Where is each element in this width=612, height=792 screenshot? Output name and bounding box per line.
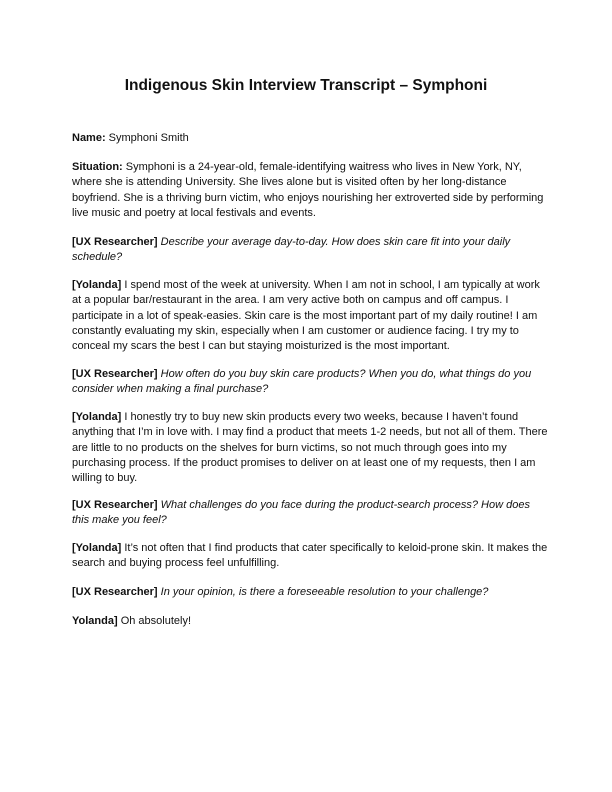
situation-text: Symphoni is a 24-year-old, female-identifying waitress who lives in New York, NY, where she is attending University. She lives alone but is visited often by her long-distance boyfriend. She is a thriving burn victim, who enjoys nourishing her extroverted side by performing live music and poetry at local festivals and events.: [72, 161, 544, 219]
answer-text: I honestly try to buy new skin products every two weeks, because I haven’t found anything that I’m in love with. I may find a product that meets 1-2 needs, but not all of them. There are little to no products on the shelves for burn victims, so not much through goes into my purchasing process. If the product promises to deliver on at least one of my requests, then I am willing to buy.: [72, 411, 548, 485]
answer-text: I spend most of the week at university. When I am not in school, I am typically at work at a popular bar/restaurant in the area. I am very active both on campus and off campus. I participate in a lot of speak-easies. Skin care is the most important part of my daily routine! I am constantly evaluating my skin, especially when I am customer or audience facing. I try my to conceal my scars the best I can but staying moisturized is the most important.: [72, 279, 540, 353]
situation-paragraph: [72, 160, 548, 221]
interviewee-answer-4: [72, 614, 548, 629]
speaker-label: [UX Researcher]: [72, 499, 158, 511]
speaker-label: [Yolanda]: [72, 542, 122, 554]
answer-text: It’s not often that I find products that cater specifically to keloid-prone skin. It makes the search and buying process feel unfulfilling.: [72, 542, 548, 570]
researcher-question-1: [72, 235, 548, 266]
speaker-label: [UX Researcher]: [72, 368, 158, 380]
researcher-question-3: [72, 498, 548, 529]
researcher-question-2: [72, 367, 548, 398]
name-label: Name:: [72, 132, 106, 144]
name-value: Symphoni Smith: [105, 132, 189, 144]
speaker-label: [Yolanda]: [72, 411, 122, 423]
speaker-label: [UX Researcher]: [72, 236, 158, 248]
interviewee-answer-3: [72, 541, 548, 572]
document-title: Indigenous Skin Interview Transcript – Symphoni: [124, 77, 488, 94]
question-text: In your opinion, is there a foreseeable resolution to your challenge?: [157, 586, 489, 598]
speaker-label: [Yolanda]: [72, 279, 122, 291]
answer-text: Oh absolutely!: [117, 615, 192, 627]
interviewee-answer-1: [72, 278, 548, 354]
interviewee-answer-2: [72, 410, 548, 486]
speaker-label: Yolanda]: [72, 615, 118, 627]
name-line: [72, 131, 548, 146]
question-text: How often do you buy skin care products? When you do, what things do you consider when making a final purchase?: [72, 368, 532, 396]
question-text: Describe your average day-to-day. How does skin care fit into your daily schedule?: [72, 236, 511, 264]
question-text: What challenges do you face during the product-search process? How does this make you feel?: [72, 499, 530, 527]
situation-label: Situation:: [72, 161, 123, 173]
researcher-question-4: [72, 585, 548, 600]
speaker-label: [UX Researcher]: [72, 586, 158, 598]
